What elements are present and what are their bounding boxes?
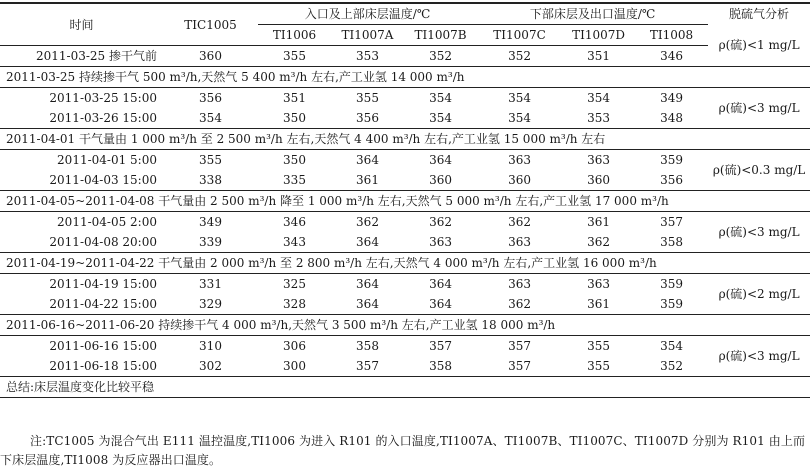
table-cell: 364: [356, 235, 379, 249]
table-cell: 357: [508, 339, 531, 353]
table-cell: 358: [356, 339, 379, 353]
analysis-cell: ρ(硫)<2 mg/L: [718, 287, 800, 301]
table-cell: 349: [660, 91, 683, 105]
baseline-time: 2011-03-25 掺干气前: [35, 49, 157, 63]
baseline-cell: 352: [429, 49, 452, 63]
table-cell: 362: [429, 215, 452, 229]
table-cell: 358: [429, 359, 452, 373]
analysis-cell: ρ(硫)<3 mg/L: [718, 225, 800, 239]
table-row: [0, 170, 810, 191]
table-cell: 361: [587, 215, 610, 229]
section-title-row: [0, 67, 810, 88]
baseline-cell: 360: [199, 49, 222, 63]
table-row: [0, 294, 810, 315]
header-col-ti1007b: TI1007B: [414, 28, 467, 42]
table-cell: 325: [283, 277, 306, 291]
table-cell: 350: [283, 153, 306, 167]
header-time: 时间: [0, 3, 163, 46]
row-time: 2011-03-25 15:00: [49, 91, 157, 105]
row-time: 2011-04-05 2:00: [57, 215, 157, 229]
section-title: 2011-03-25 持续掺干气 500 m³/h,天然气 5 400 m³/h 左右,产工业氢 14 000 m³/h: [6, 70, 465, 84]
table-cell: 363: [587, 153, 610, 167]
table-cell: 356: [660, 173, 683, 187]
section-title: 2011-04-05~2011-04-08 干气量由 2 500 m³/h 降至 1 000 m³/h 左右,天然气 5 000 m³/h 左右,产工业氢 17 000 m³/h: [6, 194, 669, 208]
analysis-cell: ρ(硫)<3 mg/L: [718, 101, 800, 115]
table-cell: 360: [508, 173, 531, 187]
table-cell: 343: [283, 235, 306, 249]
table-cell: 357: [429, 339, 452, 353]
header-analysis: 脱硫气分析: [729, 7, 790, 22]
baseline-row: [0, 46, 810, 67]
table-row: [0, 212, 810, 233]
row-time: 2011-06-18 15:00: [49, 359, 157, 373]
header-group-inlet: 入口及上部床层温度/℃: [258, 3, 477, 25]
table-cell: 358: [660, 235, 683, 249]
table-cell: 354: [199, 111, 222, 125]
table-cell: 352: [660, 359, 683, 373]
section-title-row: [0, 191, 810, 212]
table-cell: 355: [199, 153, 222, 167]
header-analysis-baseline: ρ(硫)<1 mg/L: [718, 38, 800, 53]
row-time: 2011-04-19 15:00: [49, 277, 157, 291]
table-cell: 357: [356, 359, 379, 373]
sections-body: [0, 67, 810, 377]
table-cell: 331: [199, 277, 222, 291]
baseline-cell: 351: [587, 49, 610, 63]
summary-text: 总结:床层温度变化比较平稳: [0, 377, 810, 398]
table-cell: 357: [660, 215, 683, 229]
table-cell: 338: [199, 173, 222, 187]
table-row: [0, 336, 810, 357]
table-cell: 355: [587, 339, 610, 353]
table-row: [0, 108, 810, 129]
section-title: 2011-06-16~2011-06-20 持续掺干气 4 000 m³/h,天然气 3 500 m³/h 左右,产工业氢 18 000 m³/h: [6, 318, 556, 332]
row-time: 2011-04-22 15:00: [49, 297, 157, 311]
table-cell: 354: [429, 111, 452, 125]
table-cell: 360: [587, 173, 610, 187]
header-col-ti1007d: TI1007D: [572, 28, 625, 42]
table-cell: 346: [283, 215, 306, 229]
table-cell: 354: [587, 91, 610, 105]
row-time: 2011-06-16 15:00: [49, 339, 157, 353]
table-cell: 364: [429, 277, 452, 291]
table-cell: 300: [283, 359, 306, 373]
row-time: 2011-04-08 20:00: [49, 235, 157, 249]
baseline-cell: 352: [508, 49, 531, 63]
table-cell: 335: [283, 173, 306, 187]
header-col-ti1007a: TI1007A: [341, 28, 394, 42]
table-cell: 357: [508, 359, 531, 373]
row-time: 2011-04-01 5:00: [57, 153, 157, 167]
temperature-table: [0, 2, 810, 398]
table-cell: 306: [283, 339, 306, 353]
row-time: 2011-03-26 15:00: [49, 111, 157, 125]
table-cell: 362: [587, 235, 610, 249]
analysis-cell: ρ(硫)<3 mg/L: [718, 349, 800, 363]
table-cell: 354: [508, 91, 531, 105]
header-group-lower: 下部床层及出口温度/℃: [477, 3, 708, 25]
table-cell: 310: [199, 339, 222, 353]
table-cell: 354: [508, 111, 531, 125]
table-row: [0, 274, 810, 295]
table-cell: 363: [587, 277, 610, 291]
header-row-1: [0, 3, 810, 25]
table-cell: 361: [356, 173, 379, 187]
header-tic: TIC1005: [163, 3, 258, 46]
section-title: 2011-04-19~2011-04-22 干气量由 2 000 m³/h 至 2 800 m³/h 左右,天然气 4 000 m³/h 左右,产工业氢 16 000 m³/h: [6, 256, 657, 270]
table-cell: 349: [199, 215, 222, 229]
table-row: [0, 356, 810, 377]
table-cell: 362: [508, 297, 531, 311]
section-title-row: [0, 253, 810, 274]
table-cell: 353: [587, 111, 610, 125]
analysis-cell: ρ(硫)<0.3 mg/L: [712, 163, 806, 177]
table-cell: 354: [429, 91, 452, 105]
table-cell: 363: [508, 277, 531, 291]
table-cell: 363: [508, 235, 531, 249]
table-cell: 363: [508, 153, 531, 167]
table-note: 注:TC1005 为混合气出 E111 温控温度,TI1006 为进入 R101 的入口温度,TI1007A、TI1007B、TI1007C、TI1007D 分别为 R101 由上而下床层温度,TI1008 为反应器出口温度。: [0, 434, 806, 467]
baseline-cell: 355: [283, 49, 306, 63]
table-cell: 359: [660, 153, 683, 167]
table-cell: 302: [199, 359, 222, 373]
table-cell: 339: [199, 235, 222, 249]
table-cell: 355: [356, 91, 379, 105]
section-title-row: [0, 129, 810, 150]
table-row: [0, 232, 810, 253]
table-cell: 360: [429, 173, 452, 187]
table-row: [0, 150, 810, 171]
header-col-ti1006: TI1006: [272, 28, 317, 42]
section-title-row: [0, 315, 810, 336]
table-cell: 356: [356, 111, 379, 125]
table-cell: 363: [429, 235, 452, 249]
table-row: [0, 88, 810, 109]
table-cell: 364: [429, 297, 452, 311]
table-cell: 350: [283, 111, 306, 125]
table-cell: 362: [356, 215, 379, 229]
row-time: 2011-04-03 15:00: [49, 173, 157, 187]
table-cell: 364: [356, 297, 379, 311]
table-cell: 329: [199, 297, 222, 311]
table-cell: 361: [587, 297, 610, 311]
table-cell: 328: [283, 297, 306, 311]
table-cell: 362: [508, 215, 531, 229]
summary-row: [0, 377, 810, 398]
table-cell: 364: [429, 153, 452, 167]
header-col-ti1007c: TI1007C: [493, 28, 546, 42]
table-cell: 356: [199, 91, 222, 105]
baseline-cell: 346: [660, 49, 683, 63]
table-cell: 351: [283, 91, 306, 105]
header-col-ti1008: TI1008: [649, 28, 694, 42]
table-cell: 364: [356, 153, 379, 167]
table-cell: 364: [356, 277, 379, 291]
table-cell: 354: [660, 339, 683, 353]
baseline-cell: 353: [356, 49, 379, 63]
table-cell: 359: [660, 297, 683, 311]
table-cell: 359: [660, 277, 683, 291]
table-cell: 348: [660, 111, 683, 125]
section-title: 2011-04-01 干气量由 1 000 m³/h 至 2 500 m³/h 左右,天然气 4 400 m³/h 左右,产工业氢 15 000 m³/h 左右: [6, 132, 606, 146]
table-cell: 355: [587, 359, 610, 373]
